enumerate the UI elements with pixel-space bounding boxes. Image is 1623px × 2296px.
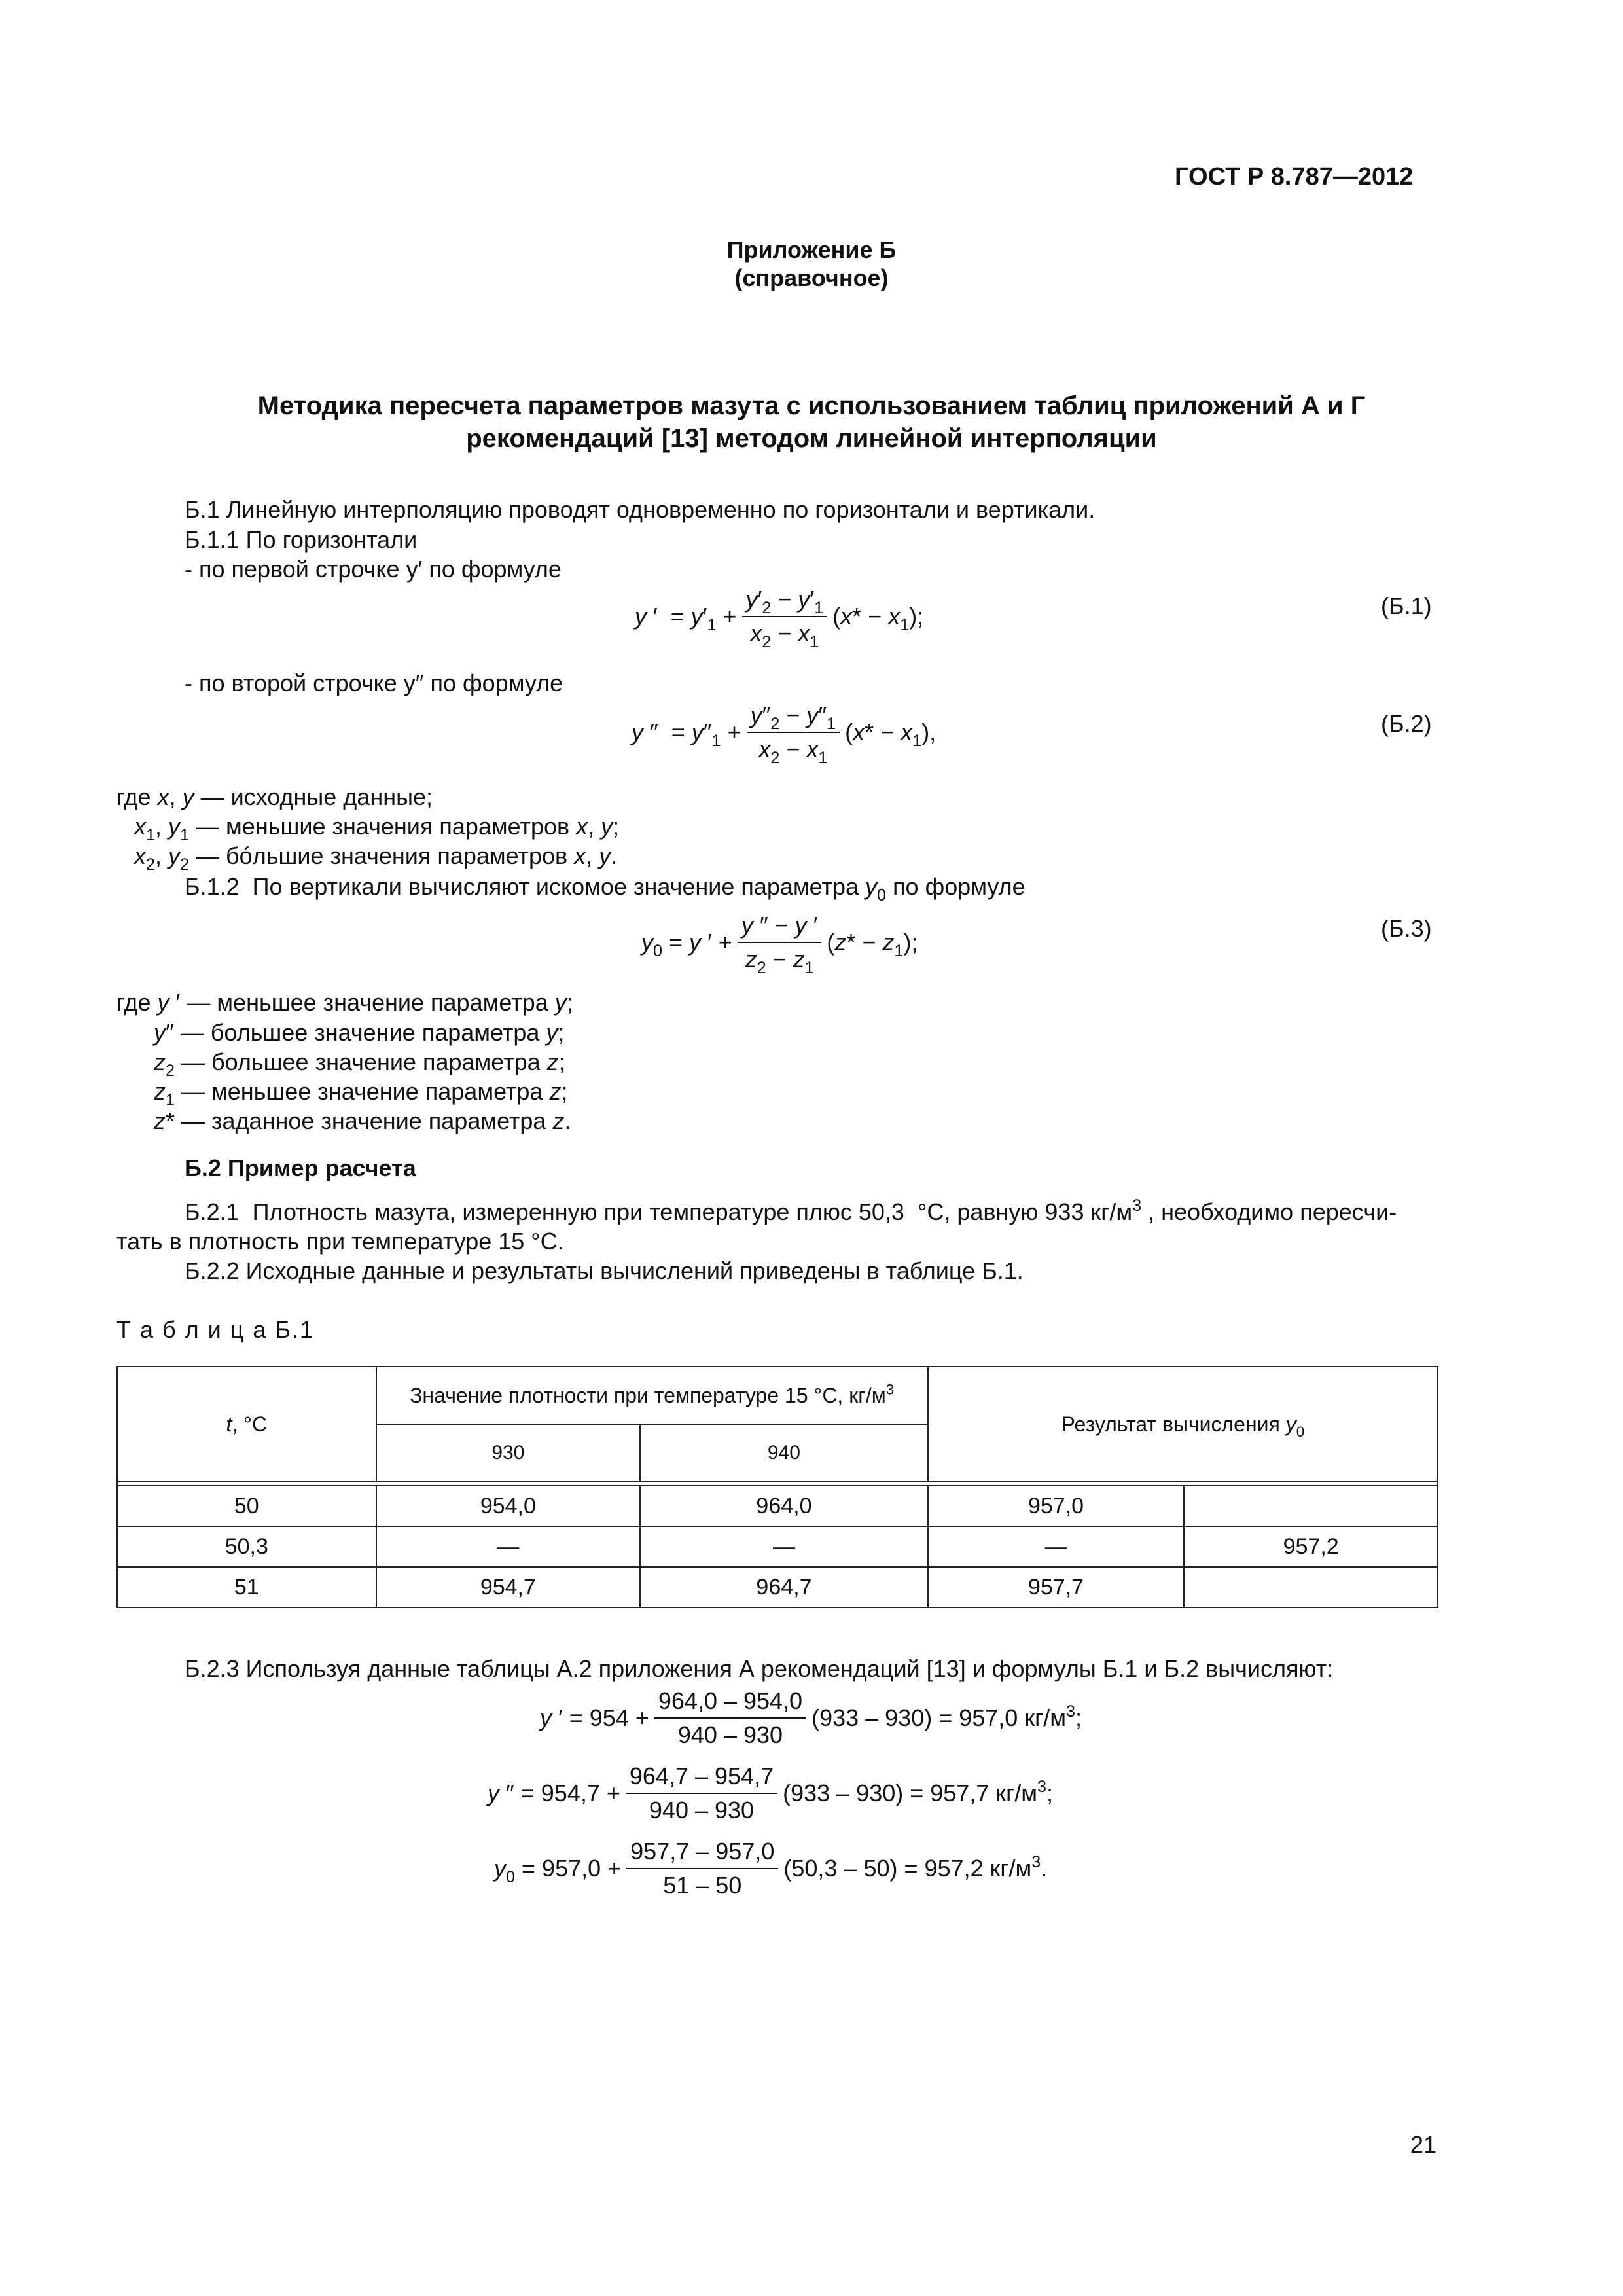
equation-number-b2: (Б.2) [1381,710,1432,737]
where2-line5: z* — заданное значение параметра z. [154,1107,571,1134]
table-cell [1184,1567,1438,1607]
header-930: 930 [376,1424,641,1482]
table-b1 [116,1366,1438,1608]
header-940: 940 [640,1424,928,1482]
calc3-numerator: 957,7 – 957,0 [626,1838,778,1869]
calc-y-prime: y ′ = 954 + $\frac{964,0 - 954,0}{940 - 930}$ (933 – 930) = 957,0 $кг/м^3$; [540,1687,1082,1748]
appendix-title: Приложение Б [726,236,897,263]
table-cell: 964,0 [640,1486,928,1526]
table-cell: 957,2 [1184,1526,1438,1567]
table-cell [1184,1486,1438,1526]
formula-b1: y ′ = $y'_1$ + $\frac{y'_2 - y'_1}{x_2 - x_1}$ $(x* - x_1)$; [635,586,924,651]
table-header-row [117,1367,1438,1424]
table-cell: — [640,1526,928,1567]
paragraph-b11-first-row: - по первой строчке y′ по формуле [185,556,562,583]
formula-b2: y ″ = $y''_1$ + $\frac{y''_2 - y''_1}{x_2 - x_1}$ $(x* - x_1)$, [632,702,936,767]
where2-line2: y″ — большее значение параметра y; [154,1019,565,1046]
calc-y0: $y_0 = 957,0$ + $\frac{957,7 - 957,0}{51 - 50}$ (50,3 – 50) = 957,2 $кг/м^3$. [494,1838,1048,1899]
section-b2-heading: Б.2 Пример расчета [185,1155,416,1181]
where1-line2: $x_1$, $y_1$ — меньшие значения параметров x, y; [134,813,620,844]
calc2-numerator: 964,7 – 954,7 [626,1763,777,1794]
paragraph-b22: Б.2.2 Исходные данные и результаты вычислений приведены в таблице Б.1. [185,1257,1024,1284]
paragraph-b12: Б.1.2 По вертикали вычисляют искомое значение параметра $y_0$ по формуле [185,873,1026,905]
where1-line1: где x, y — исходные данные; [116,783,433,810]
paragraph-b1: Б.1 Линейную интерполяцию проводят одновременно по горизонтали и вертикали. [185,496,1096,523]
table-cell: — [928,1526,1185,1567]
calc1-numerator: 964,0 – 954,0 [654,1687,806,1719]
paragraph-b23: Б.2.3 Используя данные таблицы А.2 приложения А рекомендаций [13] и формулы Б.1 и Б.2 вычисляют: [185,1655,1334,1682]
paragraph-b21-line1: Б.2.1 Плотность мазута, измеренную при температуре плюс 50,3 °С, равную 933 $кг/м^3$ , необходимо пересчи- [185,1196,1397,1225]
equation-number-b1: (Б.1) [1381,592,1432,619]
header-density: Значение плотности при температуре 15 °С, $кг/м^3$ [376,1367,928,1424]
table-row [117,1567,1438,1607]
paragraph-b21-line2: тать в плотность при температуре 15 °С. [116,1228,564,1255]
calc2-denominator: 940 – 930 [649,1797,755,1823]
paragraph-b11: Б.1.1 По горизонтали [185,526,418,553]
table-cell: — [376,1526,641,1567]
equation-number-b3: (Б.3) [1381,915,1432,942]
main-title-line1: Методика пересчета параметров мазута с использованием таблиц приложений А и Г [257,391,1366,420]
table-cell: 51 [117,1567,376,1607]
where2-line3: $z_2$ — большее значение параметра z; [154,1049,565,1080]
calc1-denominator: 940 – 930 [677,1721,783,1748]
table-cell: 964,7 [640,1567,928,1607]
document-code: ГОСТ Р 8.787—2012 [1175,163,1414,190]
where2-line1: где y ′ — меньшее значение параметра y; [116,989,573,1016]
table-caption: Т а б л и ц а Б.1 [116,1316,315,1343]
table-cell: 957,0 [928,1486,1185,1526]
page-number: 21 [1410,2131,1437,2158]
table-row [117,1486,1438,1526]
formula-b3: $y_0 = y$ ′ + $\frac{y '' - y '}{z_2 - z_1}$ $(z* - z_1)$; [641,912,918,977]
calc3-denominator: 51 – 50 [663,1872,742,1899]
header-result: Результат вычисления $y_0$ [928,1367,1438,1482]
table-cell: 954,0 [376,1486,641,1526]
header-t: t, °С [117,1367,376,1482]
calc-y-double-prime: y ″ = 954,7 + $\frac{964,7 - 954,7}{940 - 930}$ (933 – 930) = 957,7 $кг/м^3$; [488,1763,1054,1823]
where2-line4: $z_1$ — меньшее значение параметра z; [154,1078,568,1109]
where1-line3: $x_2$, $y_2$ — бóльшие значения параметров x, y. [134,842,618,874]
table-cell: 957,7 [928,1567,1185,1607]
appendix-subtitle: (справочное) [734,264,889,291]
main-title-line2: рекомендаций [13] методом линейной интерполяции [466,424,1157,453]
table-cell: 50,3 [117,1526,376,1567]
table-row [117,1526,1438,1567]
paragraph-b11-second-row: - по второй строчке y″ по формуле [185,670,563,696]
table-cell: 50 [117,1486,376,1526]
table-cell: 954,7 [376,1567,641,1607]
